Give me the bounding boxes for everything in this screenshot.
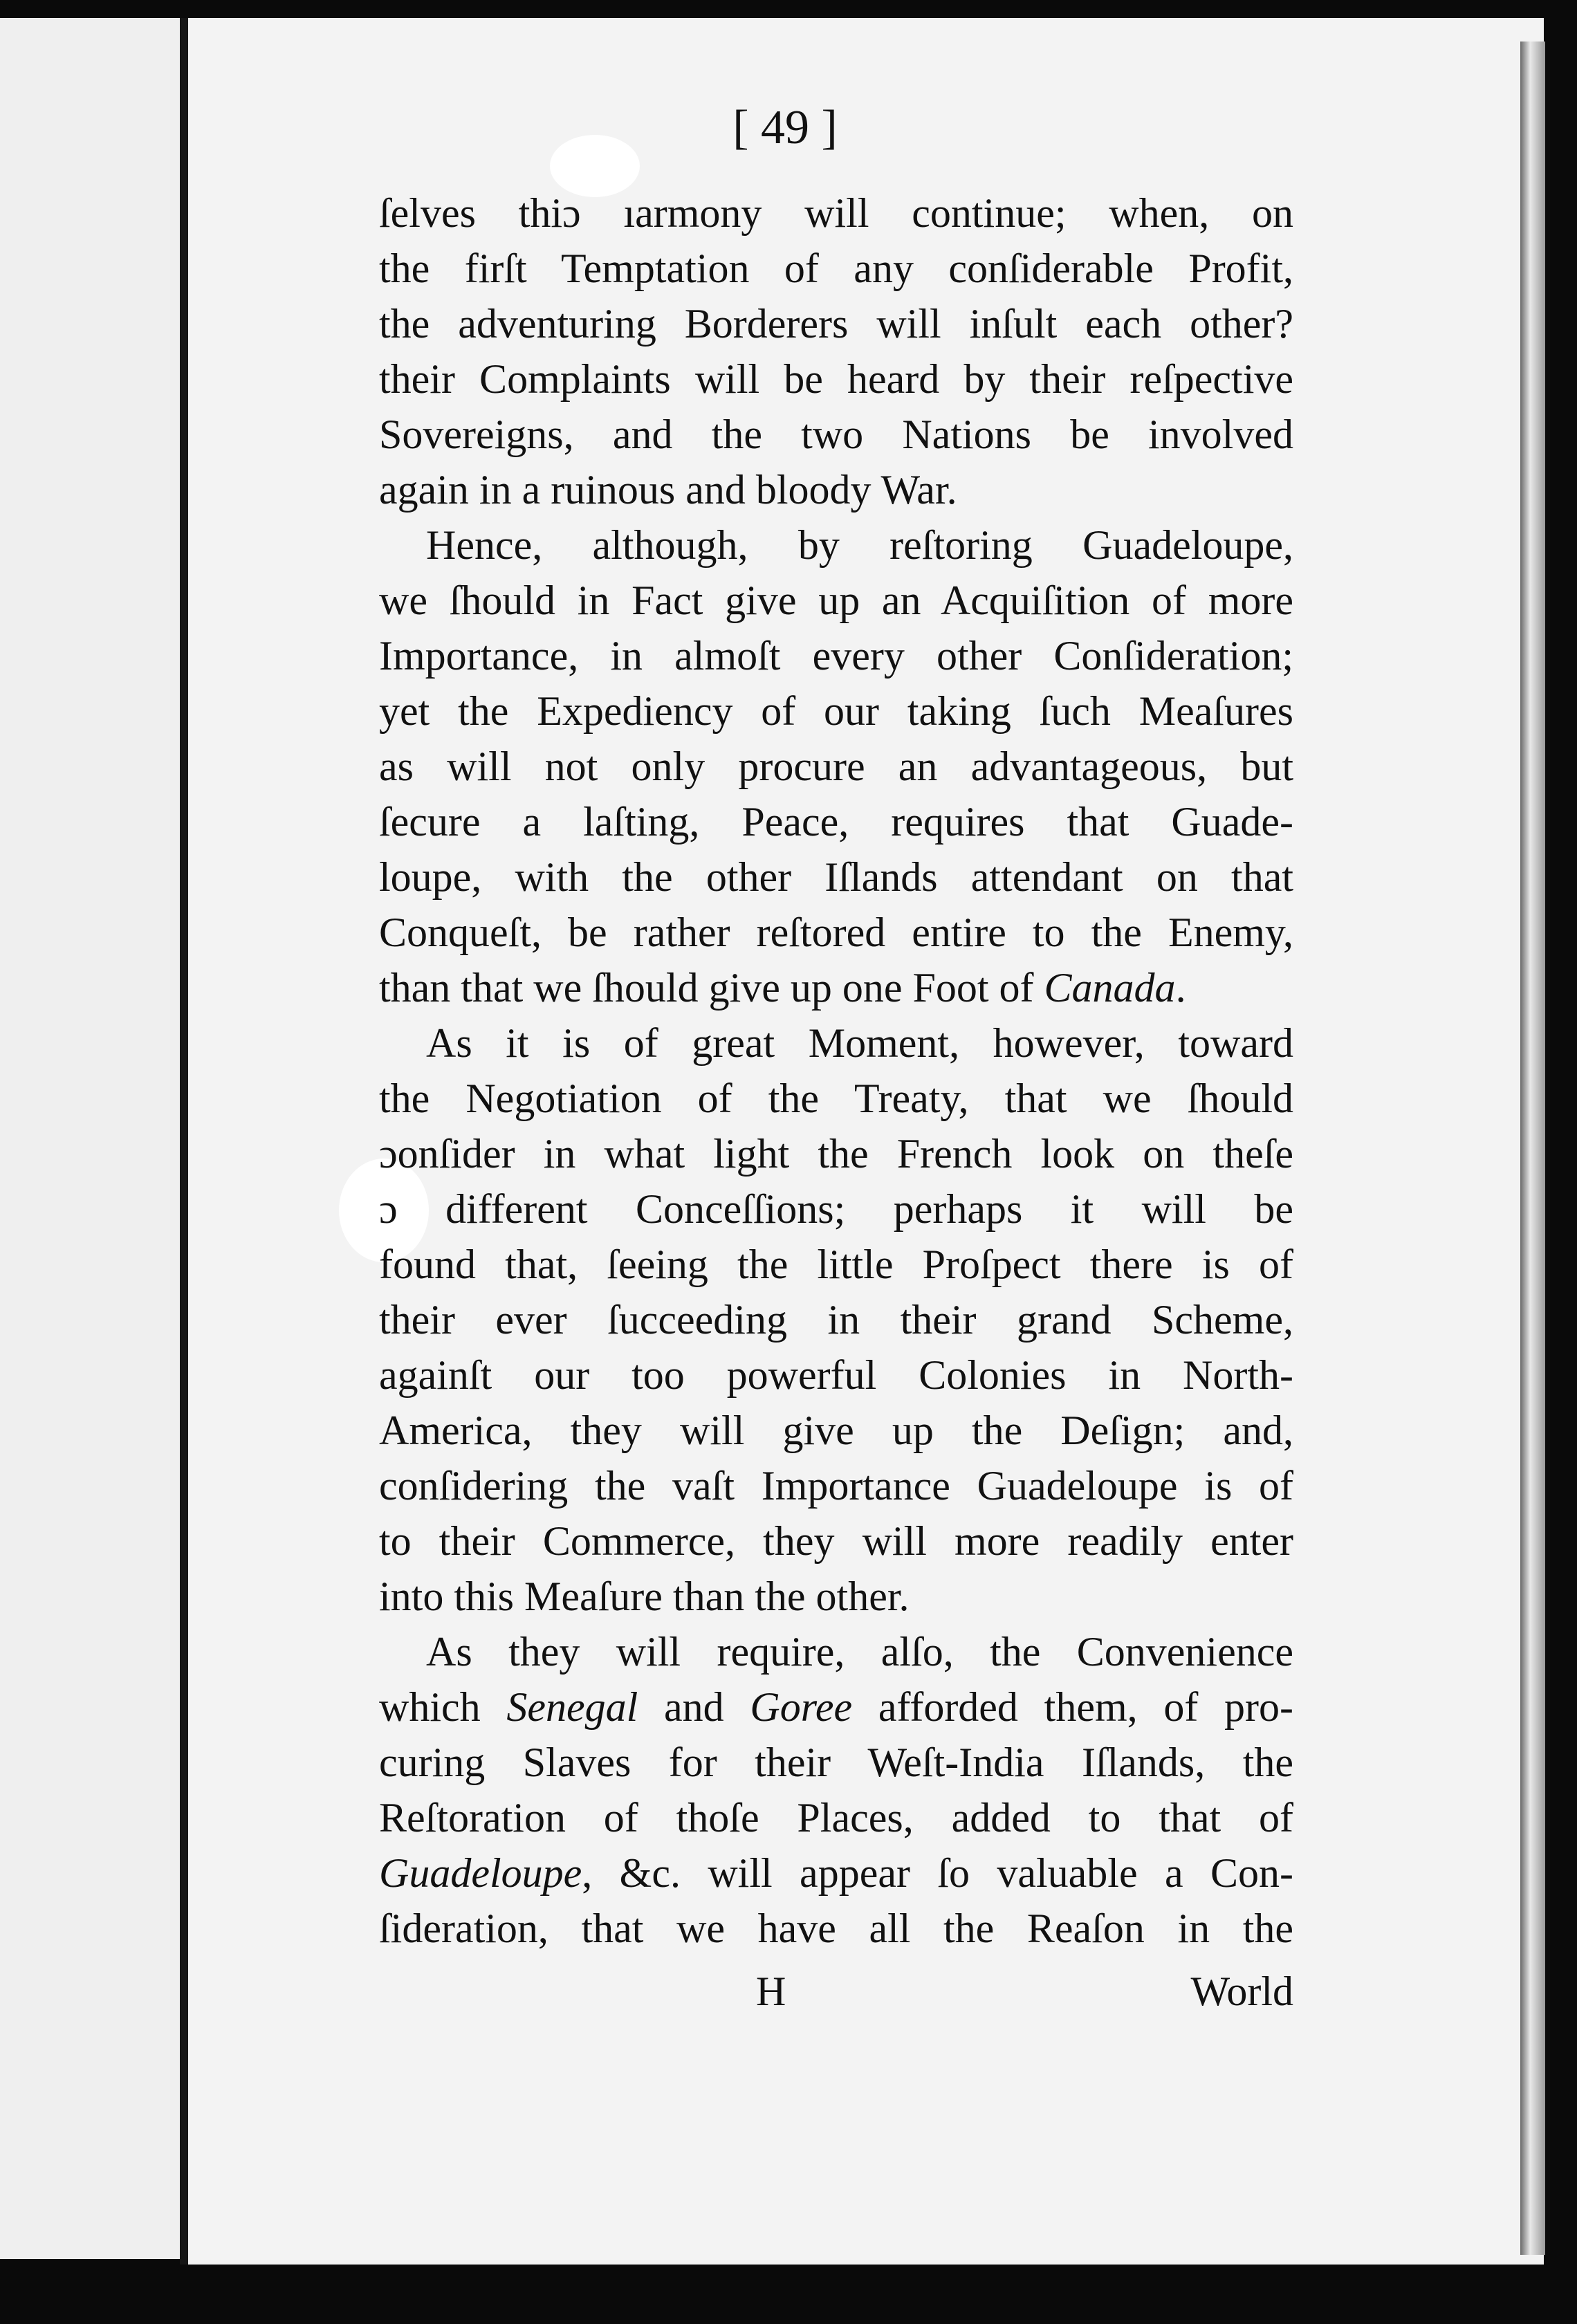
text-line: ɔ different Conceſſions; perhaps it will be [379,1186,1293,1232]
text-line: Hence, although, by reſtoring Guadeloupe, [426,522,1293,568]
text-line: again in a ruinous and bloody War. [379,467,957,513]
text-line: yet the Expediency of our taking ſuch Meaſures [379,688,1293,734]
body-text [379,185,1293,1956]
text-line: the Negotiation of the Treaty, that we ſhould [379,1076,1293,1121]
text-line: Sovereigns, and the two Nations be involved [379,412,1293,457]
text-line: As they will require, alſo, the Convenience [426,1629,1293,1675]
italic-word: Senegal [506,1684,638,1730]
text-line: Reſtoration of thoſe Places, added to that of [379,1795,1293,1841]
text-line: their Complaints will be heard by their reſpective [379,356,1293,402]
text-line: their ever ſucceeding in their grand Scheme, [379,1297,1293,1343]
text-line: to their Commerce, they will more readily enter [379,1518,1293,1564]
text-line: found that, ſeeing the little Proſpect there is of [379,1242,1293,1287]
text-run: , &c. will appear ſo valuable a Con- [582,1850,1293,1896]
text-line: againſt our too powerful Colonies in North- [379,1352,1293,1398]
text-run: than that we ſhould give up one Foot of [379,965,1044,1011]
text-line: Conqueſt, be rather reſtored entire to the Enemy, [379,910,1293,955]
text-line: conſidering the vaſt Importance Guadeloupe is of [379,1463,1293,1509]
text-line: the firſt Temptation of any conſiderable Profit, [379,246,1293,291]
page-footer [379,1968,1293,2030]
text-line: we ſhould in Fact give up an Acquiſition of more [379,578,1293,623]
text-run: which [379,1684,507,1730]
catchword: World [1190,1968,1293,2014]
text-run: . [1175,965,1186,1011]
text-line: loupe, with the other Iſlands attendant on that [379,854,1293,900]
text-line [379,960,1293,1015]
text-line: ɔonſider in what light the French look on theſe [379,1131,1293,1177]
page-edge-shadow [1520,42,1545,2255]
text-line: as will not only procure an advantageous, but [379,744,1293,789]
text-line: ſideration, that we have all the Reaſon in the [379,1906,1293,1951]
text-run: and [638,1684,750,1730]
page-number: [ 49 ] [732,101,838,154]
text-line: ſelves thiɔ ıarmony will continue; when, on [379,190,1293,236]
text-line: As it is of great Moment, however, toward [426,1020,1293,1066]
text-line: the adventuring Borderers will inſult each other? [379,301,1293,347]
text-run: afforded them, of pro- [852,1684,1293,1730]
italic-word: Canada [1044,965,1176,1011]
text-line: Importance, in almoſt every other Conſideration; [379,633,1293,679]
facing-page-edge [0,18,197,2259]
text-line: into this Meaſure than the other. [379,1574,910,1619]
signature-mark: H [756,1968,786,2014]
italic-word: Goree [750,1684,853,1730]
text-line [379,1679,1293,1735]
text-line [379,1845,1293,1901]
italic-word: Guadeloupe [379,1850,582,1896]
text-line: ſecure a laſting, Peace, requires that Guade- [379,799,1293,845]
text-line: curing Slaves for their Weſt-India Iſlands, the [379,1740,1293,1785]
text-line: America, they will give up the Deſign; and, [379,1408,1293,1453]
